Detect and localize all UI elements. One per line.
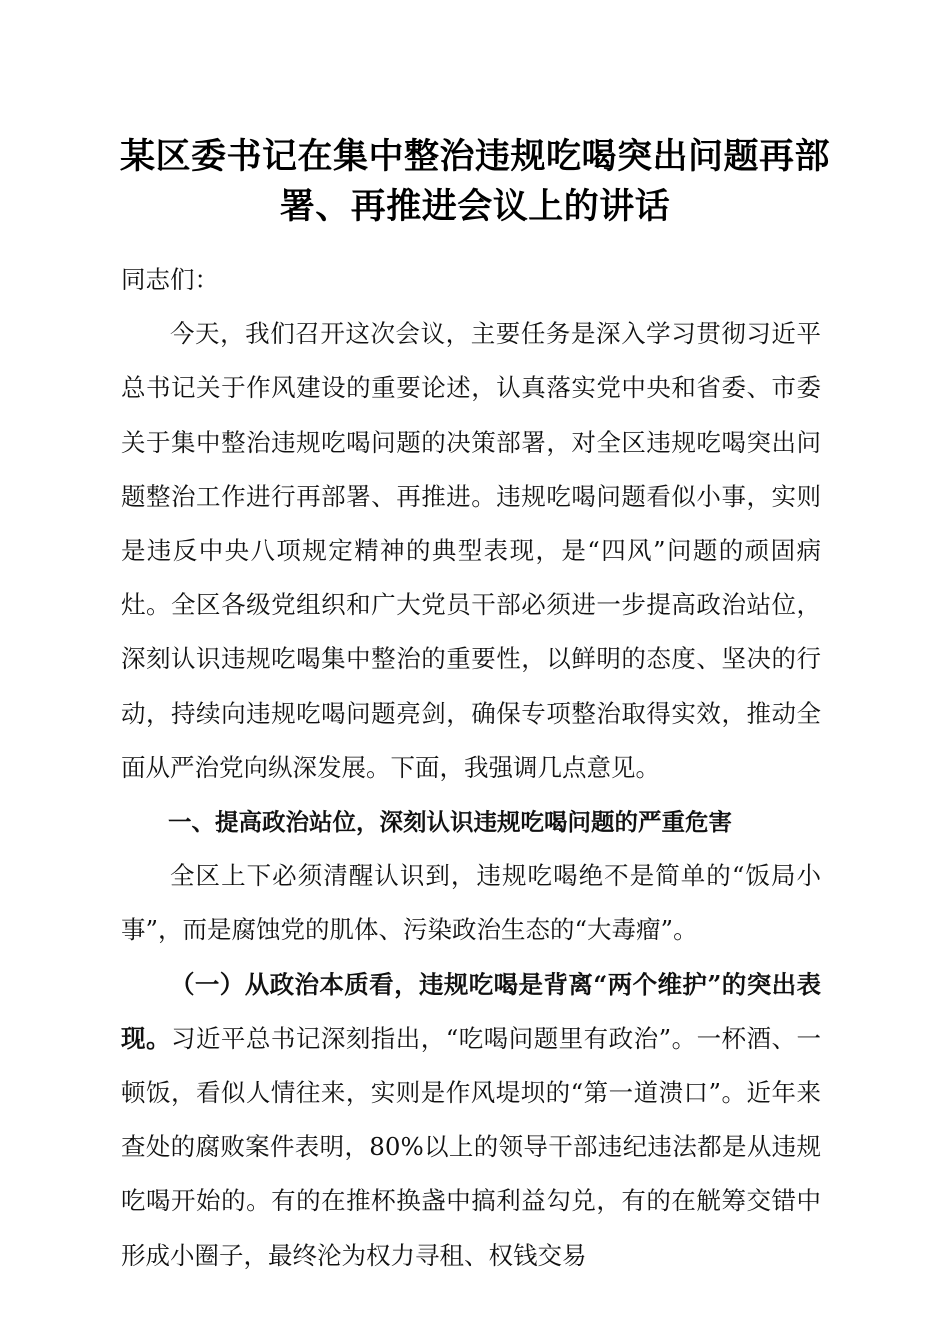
subsection-1-heading: （一）从政治本质看，违规吃喝是背离“两个维护”的突出表现。 xyxy=(121,969,821,1053)
intro-paragraph: 今天，我们召开这次会议，主要任务是深入学习贯彻习近平总书记关于作风建设的重要论述，认真落实党中央和省委、市委关于集中整治违规吃喝问题的决策部署，对全区违规吃喝突出问题整治工作进行再部署、再推进。违规吃喝问题看似小事，实则是违反中央八项规定精神的典型表现，是“四风”问题的顽固病灶。全区各级党组织和广大党员干部必须进一步提高政治站位，深刻认识违规吃喝集中整治的重要性，以鲜明的态度、坚决的行动，持续向违规吃喝问题亮剑，确保专项整治取得实效，推动全面从严治党向纵深发展。下面，我强调几点意见。 xyxy=(121,319,821,782)
subsection-1-paragraph xyxy=(121,958,821,1283)
section-heading-1: 一、提高政治站位，深刻认识违规吃喝问题的严重危害 xyxy=(168,808,732,837)
subsection-1-body: 习近平总书记深刻指出，“吃喝问题里有政治”。一杯酒、一顿饭，看似人情往来，实则是作风堤坝的“第一道溃口”。近年来查处的腐败案件表明，80%以上的领导干部违纪违法都是从违规吃喝开始的。有的在推杯换盏中搞利益勾兑，有的在觥筹交错中形成小圈子，最终沦为权力寻租、权钱交易 xyxy=(121,1023,821,1270)
section-1-lead-paragraph: 全区上下必须清醒认识到，违规吃喝绝不是简单的“饭局小事”，而是腐蚀党的肌体、污染政治生态的“大毒瘤”。 xyxy=(121,861,821,945)
salutation: 同志们： xyxy=(121,265,219,294)
title-line-1: 某区委书记在集中整治违规吃喝突出问题再部 xyxy=(119,136,830,177)
document-title xyxy=(100,132,850,232)
document-body xyxy=(121,253,821,1283)
title-line-2: 署、再推进会议上的讲话 xyxy=(279,186,671,227)
